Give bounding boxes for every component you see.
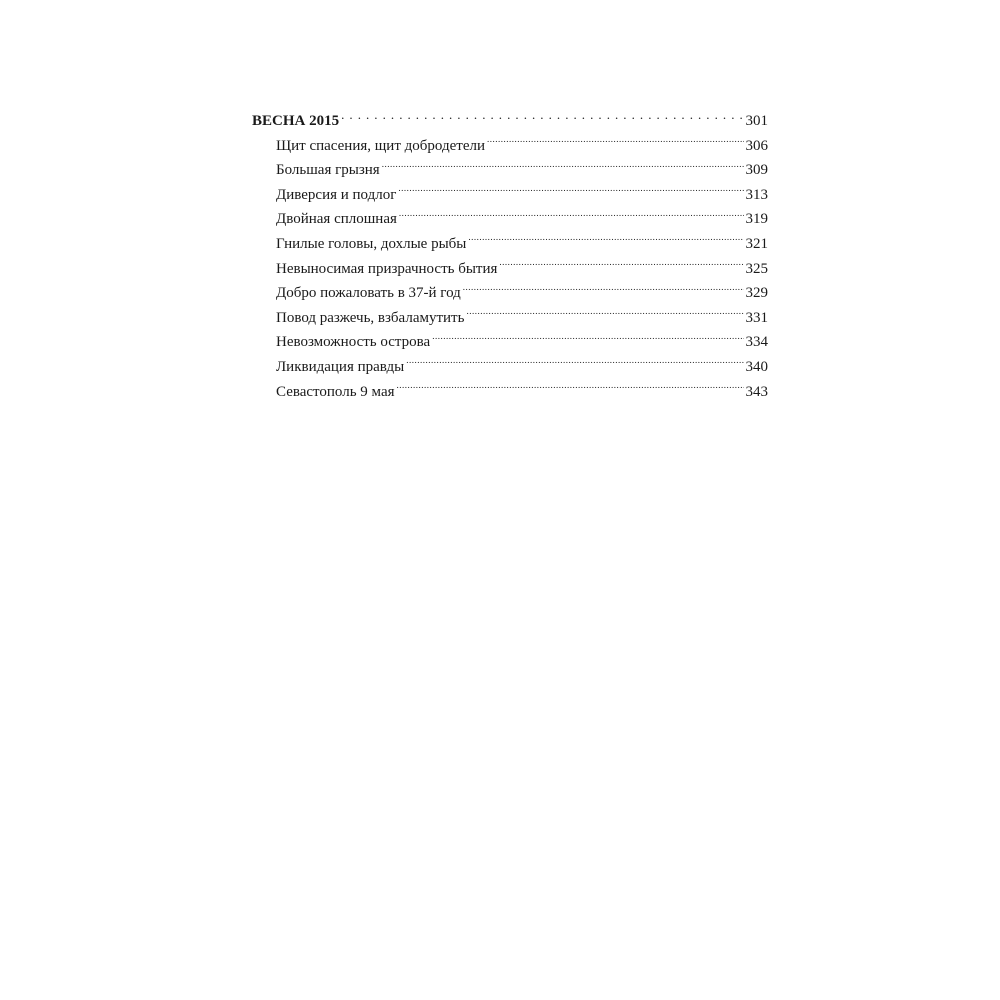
page-number: 334 xyxy=(745,334,768,351)
dot-leader xyxy=(399,208,744,223)
dot-leader xyxy=(466,307,743,322)
table-of-contents xyxy=(252,109,768,404)
entry-title: Невозможность острова xyxy=(276,334,431,351)
dot-leader xyxy=(499,258,743,273)
dot-leader xyxy=(487,135,744,150)
dot-leader xyxy=(468,233,743,248)
page-number: 329 xyxy=(745,285,768,302)
toc-entry[interactable] xyxy=(252,355,768,380)
dot-leader xyxy=(463,282,744,297)
entry-title: Севастополь 9 мая xyxy=(276,383,395,400)
toc-entry[interactable] xyxy=(252,306,768,331)
toc-entry[interactable] xyxy=(252,207,768,232)
toc-entry[interactable] xyxy=(252,134,768,159)
entry-title: Гнилые головы, дохлые рыбы xyxy=(276,235,467,252)
entry-title: Щит спасения, щит добродетели xyxy=(276,137,485,154)
toc-entry[interactable] xyxy=(252,183,768,208)
entry-title: Невыносимая призрачность бытия xyxy=(276,260,498,277)
entry-title: Ликвидация правды xyxy=(276,358,405,375)
dot-leader xyxy=(397,381,744,396)
page-number: 325 xyxy=(745,260,768,277)
entry-title: Двойная сплошная xyxy=(276,211,397,228)
toc-entry[interactable] xyxy=(252,257,768,282)
dot-leader xyxy=(406,356,743,371)
page-number: 343 xyxy=(745,383,768,400)
toc-entry[interactable] xyxy=(252,281,768,306)
dot-leader xyxy=(398,184,743,199)
dot-leader xyxy=(432,331,743,346)
toc-section-entry[interactable] xyxy=(252,109,768,134)
page-number: 321 xyxy=(745,235,768,252)
toc-entry[interactable] xyxy=(252,158,768,183)
entry-title: Большая грызня xyxy=(276,162,380,179)
page-number: 306 xyxy=(745,137,768,154)
entry-title: Диверсия и подлог xyxy=(276,186,397,203)
page-number: 340 xyxy=(745,358,768,375)
toc-entry[interactable] xyxy=(252,380,768,405)
page-number: 309 xyxy=(745,162,768,179)
page-number: 319 xyxy=(745,211,768,228)
entry-title: Добро пожаловать в 37-й год xyxy=(276,285,461,302)
entry-title: Повод разжечь, взбаламутить xyxy=(276,309,465,326)
dot-leader xyxy=(382,159,744,174)
section-title: ВЕСНА 2015 xyxy=(252,113,340,129)
page-number: 301 xyxy=(745,113,768,129)
toc-entry[interactable] xyxy=(252,330,768,355)
page-number: 313 xyxy=(745,186,768,203)
toc-entry[interactable] xyxy=(252,232,768,257)
dot-leader xyxy=(341,110,743,125)
page-number: 331 xyxy=(745,309,768,326)
